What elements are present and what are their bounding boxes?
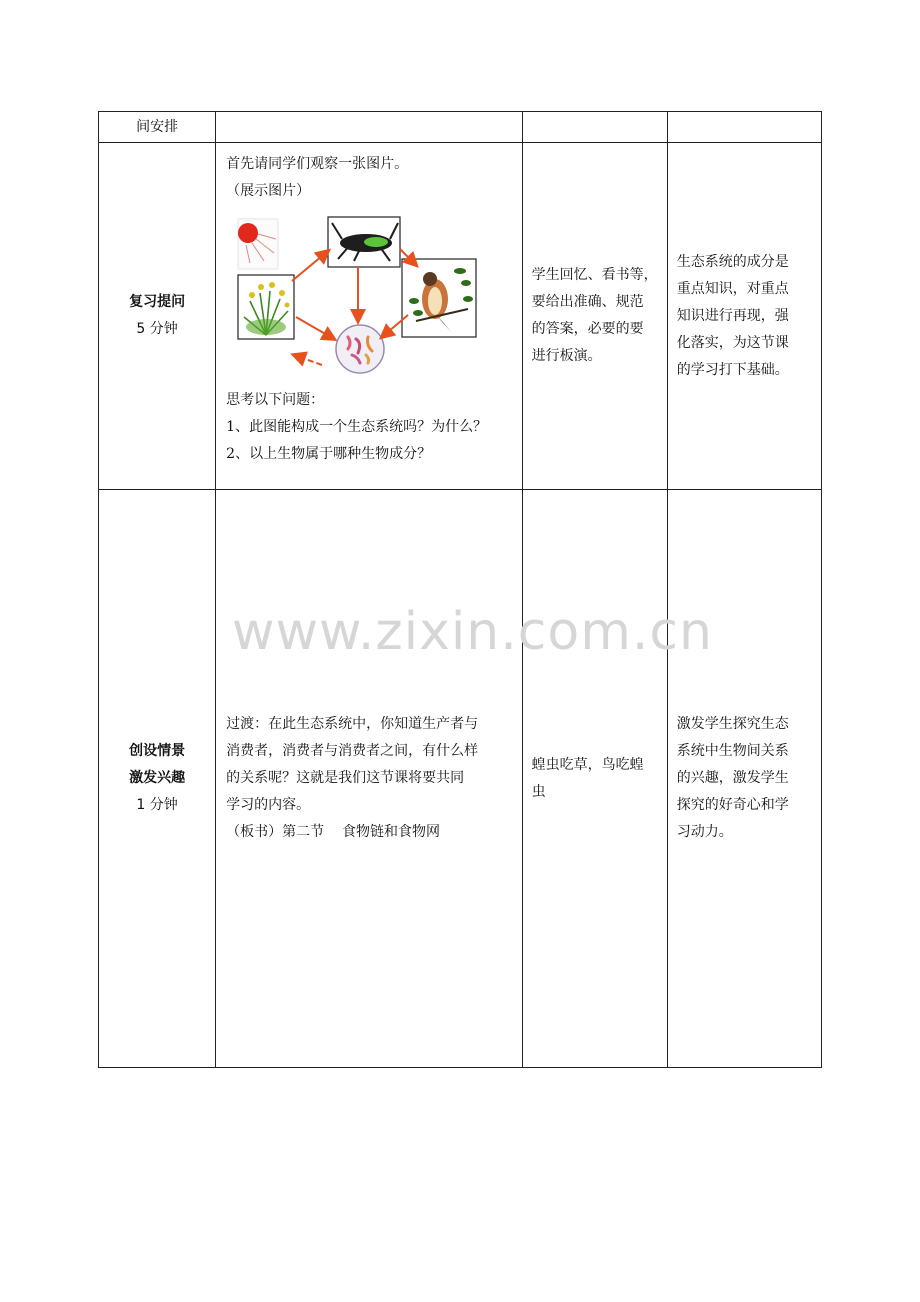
student-line-1: 学生回忆、看书等， bbox=[531, 267, 658, 283]
intro-content-cell bbox=[216, 490, 522, 1068]
board-title: （板书）第二节 食物链和食物网 bbox=[226, 824, 440, 840]
question-2: 2、以上生物属于哪种生物成分？ bbox=[226, 446, 432, 462]
review-student-cell bbox=[522, 143, 667, 490]
intro-stage-title: 创设情景 bbox=[129, 743, 186, 759]
student-line-3: 的答案，必要的要 bbox=[531, 321, 644, 337]
intro-stage-cell bbox=[99, 490, 216, 1068]
intent-line-5: 的学习打下基础。 bbox=[676, 361, 789, 378]
intent-line-1: 生态系统的成分是 bbox=[676, 253, 789, 270]
header-cell-intent bbox=[667, 112, 821, 143]
plant-icon bbox=[238, 275, 294, 339]
teacher-line-1: 首先请同学们观察一张图片。 bbox=[226, 156, 409, 172]
intro-intent-cell bbox=[667, 490, 821, 1068]
review-duration: 5 分钟 bbox=[136, 321, 178, 337]
review-stage-title: 复习提问 bbox=[129, 294, 186, 310]
review-intent-cell bbox=[667, 143, 821, 490]
intent-line-4: 化落实，为这节课 bbox=[676, 334, 789, 351]
questions-prompt: 思考以下问题： bbox=[226, 392, 325, 408]
lesson-plan-table bbox=[98, 111, 822, 1068]
teacher-line-2: （展示图片） bbox=[226, 183, 311, 199]
ecosystem-diagram bbox=[230, 209, 480, 381]
intro-intent-2: 系统中生物间关系 bbox=[676, 743, 789, 759]
intro-duration: 1 分钟 bbox=[136, 797, 178, 813]
review-stage-cell bbox=[99, 143, 216, 490]
student-line-2: 要给出准确、规范 bbox=[531, 294, 644, 310]
student-answer-2: 虫 bbox=[531, 783, 546, 800]
bird-icon bbox=[402, 259, 476, 337]
review-row bbox=[99, 143, 822, 490]
time-arrangement-cell: 间安排 bbox=[99, 112, 216, 143]
header-row bbox=[99, 112, 822, 143]
student-answer-1: 蝗虫吃草，鸟吃蝗 bbox=[531, 756, 644, 773]
intro-intent-5: 习动力。 bbox=[676, 824, 733, 840]
transition-line-3: 的关系呢？这就是我们这节课将要共同 bbox=[226, 770, 465, 786]
intro-intent-4: 探究的好奇心和学 bbox=[676, 797, 789, 813]
transition-line-1: 过渡：在此生态系统中，你知道生产者与 bbox=[226, 716, 479, 732]
intro-row bbox=[99, 490, 822, 1068]
watermark: www.zixin.com.cn bbox=[232, 602, 713, 662]
review-content-cell bbox=[216, 143, 522, 490]
question-1: 1、此图能构成一个生态系统吗？为什么？ bbox=[226, 419, 488, 435]
header-cell-content bbox=[216, 112, 522, 143]
intro-stage-title-2: 激发兴趣 bbox=[129, 770, 186, 786]
grasshopper-icon bbox=[328, 217, 400, 267]
header-cell-student bbox=[522, 112, 667, 143]
transition-line-2: 消费者，消费者与消费者之间，有什么样 bbox=[226, 743, 479, 759]
microbes-icon bbox=[336, 325, 384, 373]
intro-intent-3: 的兴趣，激发学生 bbox=[676, 770, 789, 786]
intro-intent-1: 激发学生探究生态 bbox=[676, 716, 789, 732]
intent-line-2: 重点知识，对重点 bbox=[676, 280, 789, 297]
intent-line-3: 知识进行再现，强 bbox=[676, 307, 789, 324]
student-line-4: 进行板演。 bbox=[531, 348, 602, 364]
intro-student-cell bbox=[522, 490, 667, 1068]
sun-icon bbox=[238, 219, 278, 269]
transition-line-4: 学习的内容。 bbox=[226, 797, 311, 813]
